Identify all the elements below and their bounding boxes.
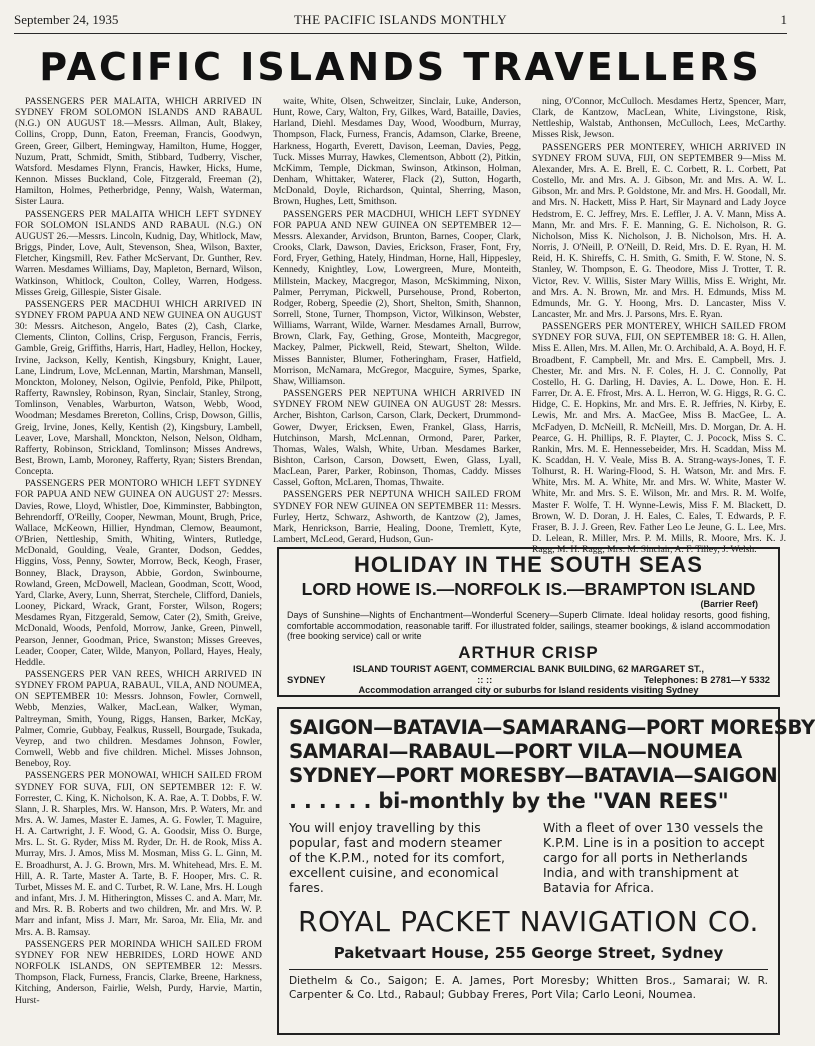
column-1 (15, 96, 262, 1036)
kpm-frequency: . . . . . . bi-monthly by the "VAN REES" (289, 789, 729, 813)
passenger-paragraph: PASSENGERS PER MACDHUI WHICH ARRIVED IN SYDNEY FROM PAPUA AND NEW GUINEA ON AUGUST 30: Messrs. Aitcheson, Angelo, Bates (2), Cash, Clarke, Clements, Clinton, Collins, Crisp, Ferguson, Francis, Ferris, Gamble, Greig, Griffiths, Harris, Hart, Hadley, Hellon, Hockey, Irvine, Jackson, Kelly, Kentish, Kingsbury, Knight, Lauer, Lane, Lindrum, Love, McLennan, Martin, Marshman, Mansell, Monckton, Moloney, Nelson, Ogilvie, Penfold, Pike, Philpott, Rafferty, Rawnsley, Robinson, Ryan, Sinclair, Stanley, Strong, Tomlinson, Venables, Warburton, Watson, Webb, Wood, Woodman; Mesdames Brereton, Collins, Crisp, Dowson, Gillis, Greig, Irvine, Jones, Kelly, Kentish (2), Kingsbury, Lambell, Leaver, Love, Marshall, Monckton, Nelson, Nelson, Oldham, Rafferty, Robinson, Strickland, Tomlinson; Misses Andrews, Best, Brown, Lamb, Moroney, Rafferty, Ryan; Sisters Brendan, Concepta. (15, 298, 262, 478)
passenger-paragraph: PASSENGERS PER MONTORO WHICH LEFT SYDNEY FOR PAPUA AND NEW GUINEA ON AUGUST 27: Messrs. Davies, Rowe, Lloyd, Whistler, Doe, Kimminster, Babbington, Behrendorff, O'Reilly, Cooper, Newman, Mount, Brugh, Price, Wallace, McKeown, Hillier, Hyndman, Clemow, Beaumont, O'Brien, Nettleship, Smith, Whiting, Winters, Rutledge, McDonald, Goulding, Veale, Granter, Dodson, Geddes, Higgins, Voss, Penny, Sowter, Morrow, Beck, Keogh, Fraser, Bonney, Black, Drayson, Abbie, Gordon, Swinbourne, Rowland, Green, McDowell, Maclean, Goodman, Scott, Wood, Yard, Clarke, Avery, Lunn, Sherrat, Sterchele, Clifford, Daniels, Looney, Pickard, Wrack, Grant, Forster, Wilson, Rogers; Mesdames Ryan, Fitzgerald, Semow, Cater (2), Smith, Greive, McDonald, Woods, Penfold, Morrow, Janke, Green, Pinwell, Pearson, Jenner, Goodman, Price, Swanston; Misses Greeves, Leader, Cooper, Cater, Wilde, Manyon, Pollard, Hayes, Healy, Heddle. (15, 478, 262, 668)
holiday-ad-destinations: LORD HOWE IS.—NORFOLK IS.—BRAMPTON ISLAND (301, 579, 756, 599)
holiday-ad-title: HOLIDAY IN THE SOUTH SEAS (354, 552, 703, 577)
passenger-paragraph: waite, White, Olsen, Schweitzer, Sinclair, Luke, Anderson, Hunt, Rowe, Cary, Walton, Fry, Gilkes, Ward, Bataille, Davies, Harland, Diehl. Mesdames Day, Wood, Woodburn, Murray, Thompson, Flack, Furness, Francis, Adamson, Clarke, Breene, Harkness, Hogarth, Everett, Davison, Leeman, Davies, Pegg, Tuck. Misses Murray, Hawkes, Clementson, Abbott (2), Pitkin, McKimm, Temple, Dickman, Swinson, Atkinson, Holman, Denham, Whittaker, Waterer, Flack (2), Sutton, Hogarth, McDonald, Doyle, Richardson, Quintal, Sherring, Mason, Brown, Hughes, Lett, Smithson. (273, 96, 521, 208)
kpm-company-name: ROYAL PACKET NAVIGATION CO. (297, 905, 760, 938)
passenger-paragraph: ning, O'Connor, McCulloch. Mesdames Hertz, Spencer, Marr, Clark, de Kantzow, MacLean, White, Livingstone, Risk, Nettleship, Walstab, Anthonsen, McCulloch, Lees, McCarthy. Misses Risk, Jewson. (532, 96, 786, 141)
passenger-paragraph: PASSENGERS PER MONTEREY, WHICH SAILED FROM SYDNEY FOR SUVA, FIJI, ON SEPTEMBER 18: G. H. Allen, Miss E. Allen, Mrs. M. Allen, Mr. O. Archibald, A. A. Boyd, H. F. Broadbent, F. Campbell, Mr. and Mrs. E. Campbell, Mrs. J. Chester, Mr. and Mrs. N. F. Coles, H. J. C. Connolly, Pat Costello, H. G. Darling, H. Davies, A. L. Dowe, Hon. E. H. Farrer, Dr. A. E. Ffrost, Mrs. A. L. Herron, W. G. Higgs, R. G. C. Hidge, C. E. Hopkins, Mr. and Mrs. E. R. Jeffries, N. Kirby, E. Lewis, Mr. and Mrs. A. MacGee, Miss B. MacGee, L. A. McFadyen, D. McNeill, R. McNeill, Mrs. D. Morgan, Dr. A. H. Pearce, G. H. Phillips, R. F. Playter, C. J. Pocock, Miss S. C. Rankin, Mrs. M. E. Hennessebeider, Mrs. H. Scaddan, Miss M. K. Scaddan, H. V. Veale, Miss B. A. Strang-ways-Jones, T. F. Tolhurst, R. H. Waring-Flood, S. H. Watson, Mr. and Mrs. F. White, Mrs. M. A. White, Mr. and Mrs. W. White, Master W. White, Mr. and Mrs. S. E. Wilson, Mr. and Mrs. R. M. Wolfe, Master F. Wolfe, T. H. Wynne-Lewis, Miss F. M. Blackett, D. Brown, W. D. Doran, J. H. Eales, C. Eales, T. Edwards, P. F. Fraser, B. J. J. Green, Rev. Father Leo Le Jeune, G. L. Lee, Mrs. D. Lelean, R. Miller, Mrs. P. M. Mills, R. Moore, Mrs. K. J. Ragg, M. H. Ragg, Mrs. M. Sinclair, A. F. Tilley, J. Welsh. (532, 321, 786, 556)
kpm-text-columns (289, 820, 768, 895)
kpm-route-line-2: SAMARAI—RABAUL—PORT VILA—NOUMEA (289, 740, 742, 763)
holiday-ad-description: Days of Sunshine—Nights of Enchantment—Wonderful Scenery—Superb Climate. Ideal holiday resorts, good fishing, comfortable accommodation, reasonable tariff. For illustrated folder, sailings, steamer bookings, & island accommodation (free booking service) call or write (287, 610, 770, 642)
kpm-agents-list: Diethelm & Co., Saigon; E. A. James, Port Moresby; Whitten Bros., Samarai; W. R. Carpenter & Co. Ltd., Rabaul; Gubbay Freres, Port Vila; Carlo Leoni, Noumea. (289, 969, 768, 1002)
passenger-paragraph: PASSENGERS PER MACDHUI, WHICH LEFT SYDNEY FOR PAPUA AND NEW GUINEA ON SEPTEMBER 12—Messrs. Alexander, Arvidson, Brunton, Barnes, Cooper, Clark, Crooks, Clark, Dawson, Davies, Erickson, Fraser, Font, Fry, Ford, Fryer, Gething, Hately, Hindman, Horne, Hall, Hippesley, Kennedy, Knightley, Low, Lowergreen, Mure, Monteith, Millstein, Mackey, Macgregor, Mason, McSkimming, Nixon, Palmer, Perryman, Pickwell, Pursehouse, Prond, Roberton, Rodger, Roberg, Speedie (2), Short, Shelton, Smith, Shannon, Sorrell, Stone, Turner, Thompson, Victor, Wilkinson, Webster, Williams, Warrant, Wilde, Warner. Mesdames Arnall, Burrow, Brown, Clark, Fay, Gething, Grose, Monteith, Macgregor, Mackey, Palmer, Pickwell, Reid, Stewart, Shelton, Wilde. Misses Bannister, Blumer, Fotheringham, Fraser, Hatfield, Morrison, McNamara, McGregor, Macguire, Symes, Sparke, Shaw, Williamson. (273, 208, 521, 387)
passenger-paragraph: PASSENGERS PER MALAITA, WHICH ARRIVED IN SYDNEY FROM SOLOMON ISLANDS AND RABAUL (N.G.) ON AUGUST 18.—Messrs. Allman, Ault, Blakey, Collins, Cropp, Dunn, Eaton, Freeman, Francis, Goodwyn, Green, Greer, Gilbert, Hemingway, Hamilton, Hume, Hogger, Nuzum, Pratt, Schmidt, Smith, Stibbard, Tudberry, Vischer, Watsford. Mesdames Flynn, Francis, Hawker, Hicks, Hume, Kennon. Misses Buckland, Cole, Fitzgerald, Freeman (2), Hamilton, Holmes, Petherbridge, Penny, Walsh, Waterman, Sister Laura. (15, 96, 262, 208)
holiday-ad-accommodation-note: Accommodation arranged city or suburbs for Island residents visiting Sydney (358, 684, 699, 695)
holiday-ad-separators: :: :: (477, 673, 493, 685)
header-rule (14, 33, 787, 34)
holiday-ad-city: SYDNEY (287, 673, 326, 685)
running-header (14, 10, 787, 32)
holiday-ad-agent-name: ARTHUR CRISP (458, 642, 599, 662)
page-number: 1 (780, 12, 787, 27)
publication-title: THE PACIFIC ISLANDS MONTHLY (293, 12, 508, 27)
holiday-ad-telephones: Telephones: B 2781—Y 5332 (643, 673, 770, 685)
passenger-paragraph: PASSENGERS PER NEPTUNA WHICH ARRIVED IN SYDNEY FROM NEW GUINEA ON AUGUST 28: Messrs. Archer, Bishton, Carlson, Carson, Clark, Deckert, Drummond-Gower, Dwyer, Ericksen, Ewen, Frankel, Glass, Harris, Hutchinson, Marsh, McLennan, Ormond, Parer, Parker, Thomas, Wales, Walsh, White, Urban. Mesdames Barker, Bishton, Carlson, Carson, Dowsett, Ewen, Glass, Lyall, MacLean, Parer, Parker, Robinson, Thomas, Caddy. Misses Cassel, Gofton, McLaren, Thomas, Thwaite. (273, 388, 521, 489)
holiday-advertisement (277, 547, 780, 697)
column-3 (532, 96, 786, 556)
kpm-right-text: With a fleet of over 130 vessels the K.P.M. Line is in a position to accept cargo for all ports in Netherlands India, and with transhipment at Batavia for Africa. (543, 820, 765, 895)
holiday-ad-address: ISLAND TOURIST AGENT, COMMERCIAL BANK BUILDING, 62 MARGARET ST., (353, 662, 704, 674)
holiday-ad-contact-line (287, 674, 770, 685)
passenger-paragraph: PASSENGERS PER MALAITA WHICH LEFT SYDNEY FOR SOLOMON ISLANDS AND RABAUL (N.G.) ON AUGUST 26.—Messrs. Lincoln, Kudnig, Day, Whitlock, Maw, Briggs, Pinder, Love, Ault, Stevenson, Shea, Wilson, Baxter, Fletcher, Kingsmill, Rev. Father McServant, Dr. Gunther, Rev. Warren. Mesdames Williams, Day, Mapleton, Bernard, Wilson, Watkinson, Whitlock, Coulton, Colley, Warren, Hodgess. Misses Greig, Gillespie, Sister Gisale. (15, 208, 262, 298)
kpm-office-address: Paketvaart House, 255 George Street, Sydney (333, 944, 724, 962)
kpm-route-line-3: SYDNEY—PORT MORESBY—BATAVIA—SAIGON (289, 764, 778, 787)
passenger-paragraph: PASSENGERS PER MONOWAI, WHICH SAILED FROM SYDNEY FOR SUVA, FIJI, ON SEPTEMBER 12: F. W. Forrester, C. King, K. Nicholson, K. A. Rae, A. T. Dobbs, F. W. Slann, J. R. Sharples, Mrs. W. Hanson, Mrs. P. Waters, Mr. and Mrs. A. W. James, Master E. James, A. G. Fowler, T. Maguire, H. A. Cartwright, J. F. Wood, G. A. Goodsir, Miss O. Burge, Mrs. L. St. G. Ryder, Miss M. Ryder, Dr. H. de Rook, Miss A. Murray, Mrs. J. Amos, Miss M. Mosman, Miss G. L. Ginn, M. E. Broadhurst, A. J. G. Brown, Mrs. M. Whitehead, Mrs. E. M. Hill, A. R. Tarte, Master A. Tarte, B. F. Hooper, Mrs. C. R. Turbet, Misses M. E. and C. Turbet, R. W. Lane, Mrs. H. Lough and infant, Mrs. J. M. Hitherington, Misses C. and A. Marr, Mr. and Mrs. R. B. Roberts and two children, Mr. and Mrs. W. P. Marr and infant, Miss J. Marr, Mr. Saroa, Mr. Elia, Mr. and Mrs. A. B. Ramsay. (15, 770, 262, 938)
holiday-ad-reef-note: (Barrier Reef) (700, 599, 758, 609)
passenger-paragraph: PASSENGERS PER VAN REES, WHICH ARRIVED IN SYDNEY FROM PAPUA, RABAUL, VILA, AND NOUMEA, ON SEPTEMBER 10: Messrs. Johnson, Fowler, Cornwell, Webb, Menzies, Walker, MacLean, Walker, Wyman, Paltreyman, Smith, Young, Riggs, Hansen, Barker, McKay, Palmer, Comrie, Gubbay, Fealkus, Russell, Bourgade, Tsukada, Veyrep, and two children. Mesdames Johnson, Fowler, Cornwell, Webb and five children. Michel. Misses Johnson, Beneboy, Roy. (15, 668, 262, 770)
passenger-paragraph: PASSENGERS PER NEPTUNA WHICH SAILED FROM SYDNEY FOR NEW GUINEA ON SEPTEMBER 11: Messrs. Furley, Hertz, Schwarz, Ashworth, de Kantzow (2), James, Mark, Henrickson, Barrie, Healing, Doone, Tremlett, Kyte, Lambert, McLeod, Gerard, Hudson, Gun- (273, 489, 521, 546)
passenger-paragraph: PASSENGERS PER MONTEREY, WHICH ARRIVED IN SYDNEY FROM SUVA, FIJI, ON SEPTEMBER 9—Miss M. Alexander, Mrs. A. E. Brell, E. C. Corbett, R. L. Corbett, Pat Costello, Mr. and Mrs. A. J. Gibson, Mr. and Mrs. A. W. L. Gibson, Mr. and Mrs. P. Goldstone, Mr. and Mrs. H. Goodall, Mr. and Mrs. N. Hackett, Miss P. Hart, Sir Maynard and Lady Joyce Hedstrom, E. C. Jeffrey, Mrs. E. Leffler, J. A. V. Mann, Miss A. Mann, Mr. and Mrs. F. E. Manning, G. E. Nicholson, R. G. Nicholson, Miss K. Nicholson, J. B. Nicholson, Mrs. H. A. Norris, J. O'Neill, P. O'Neill, D. Reid, Mrs. D. E. Ryan, H. M. Reid, H. K. Shireffs, C. H. Smith, G. Smith, F. W. Stone, N. S. Stanley, W. Thompson, E. G. Theodore, Miss J. Trotter, T. R. Victor, Rev. V. Willis, Sister Mary Willis, Miss E. Wright, Mr. and Mrs. A. N. Brown, Mr. and Mrs. H. Edmunds, Miss M. Edmunds, Mr. G. Y. Hoong, Mrs. D. Lancaster, Miss V. Lancaster, Mr. and Mrs. J. Parsons, Mrs. E. Ryan. (532, 141, 786, 320)
kpm-route-line-1: SAIGON—BATAVIA—SAMARANG—PORT MORESBY (289, 716, 815, 739)
passenger-paragraph: PASSENGERS PER MORINDA WHICH SAILED FROM SYDNEY FOR NEW HEBRIDES, LORD HOWE AND NORFOLK ISLANDS, ON SEPTEMBER 12: Messrs. Thompson, Flack, Furness, Francis, Clarke, Breene, Harkness, Kitching, Anderson, Fairlie, Welsh, Purdy, Harvie, Martin, Hurst- (15, 938, 262, 1006)
kpm-advertisement (277, 707, 815, 1035)
kpm-left-text: You will enjoy travelling by this popular, fast and modern steamer of the K.P.M., noted for its comfort, excellent cuisine, and economical fares. (289, 820, 505, 895)
issue-date: September 24, 1935 (14, 12, 119, 27)
section-masthead: PACIFIC ISLANDS TRAVELLERS (39, 45, 762, 89)
